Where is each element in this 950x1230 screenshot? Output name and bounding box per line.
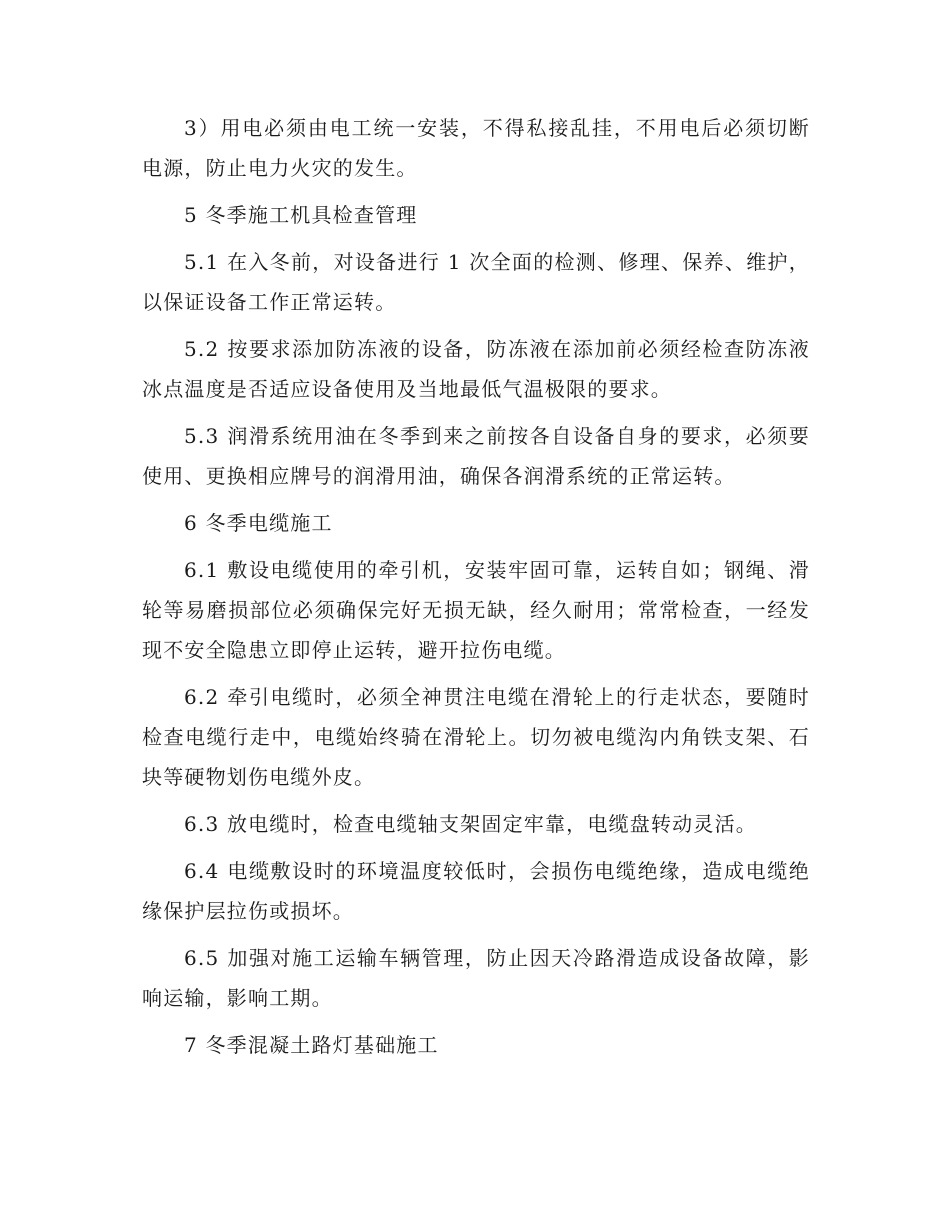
paragraph-6-1: 6.1 敷设电缆使用的牵引机，安装牢固可靠，运转自如；钢绳、滑轮等易磨损部位必须确保完好无损无缺，经久耐用；常常检查，一经发现不安全隐患立即停止运转，避开拉伤电缆。	[142, 558, 810, 662]
section-heading-6: 6 冬季电缆施工	[184, 511, 333, 535]
paragraph-6-3: 6.3 放电缆时，检查电缆轴支架固定牢靠，电缆盘转动灵活。	[184, 812, 757, 836]
paragraph-5-2: 5.2 按要求添加防冻液的设备，防冻液在添加前必须经检查防冻液冰点温度是否适应设备使用及当地最低气温极限的要求。	[142, 337, 810, 401]
paragraph-5-3: 5.3 润滑系统用油在冬季到来之前按各自设备自身的要求，必须要使用、更换相应牌号的润滑用油，确保各润滑系统的正常运转。	[142, 424, 810, 488]
section-heading-7: 7 冬季混凝土路灯基础施工	[184, 1033, 439, 1057]
section-heading-5: 5 冬季施工机具检查管理	[184, 203, 418, 227]
paragraph-6-5: 6.5 加强对施工运输车辆管理，防止因天冷路滑造成设备故障，影响运输，影响工期。	[142, 946, 810, 1010]
document-body	[142, 108, 810, 1072]
paragraph-power-installation: 3）用电必须由电工统一安装，不得私接乱挂，不用电后必须切断电源，防止电力火灾的发生。	[142, 116, 810, 180]
paragraph-6-4: 6.4 电缆敷设时的环境温度较低时，会损伤电缆绝缘，造成电缆绝缘保护层拉伤或损坏。	[142, 859, 810, 923]
paragraph-6-2: 6.2 牵引电缆时，必须全神贯注电缆在滑轮上的行走状态，要随时检查电缆行走中，电缆始终骑在滑轮上。切勿被电缆沟内角铁支架、石块等硬物划伤电缆外皮。	[142, 685, 810, 789]
paragraph-5-1: 5.1 在入冬前，对设备进行 1 次全面的检测、修理、保养、维护，以保证设备工作正常运转。	[142, 250, 810, 314]
